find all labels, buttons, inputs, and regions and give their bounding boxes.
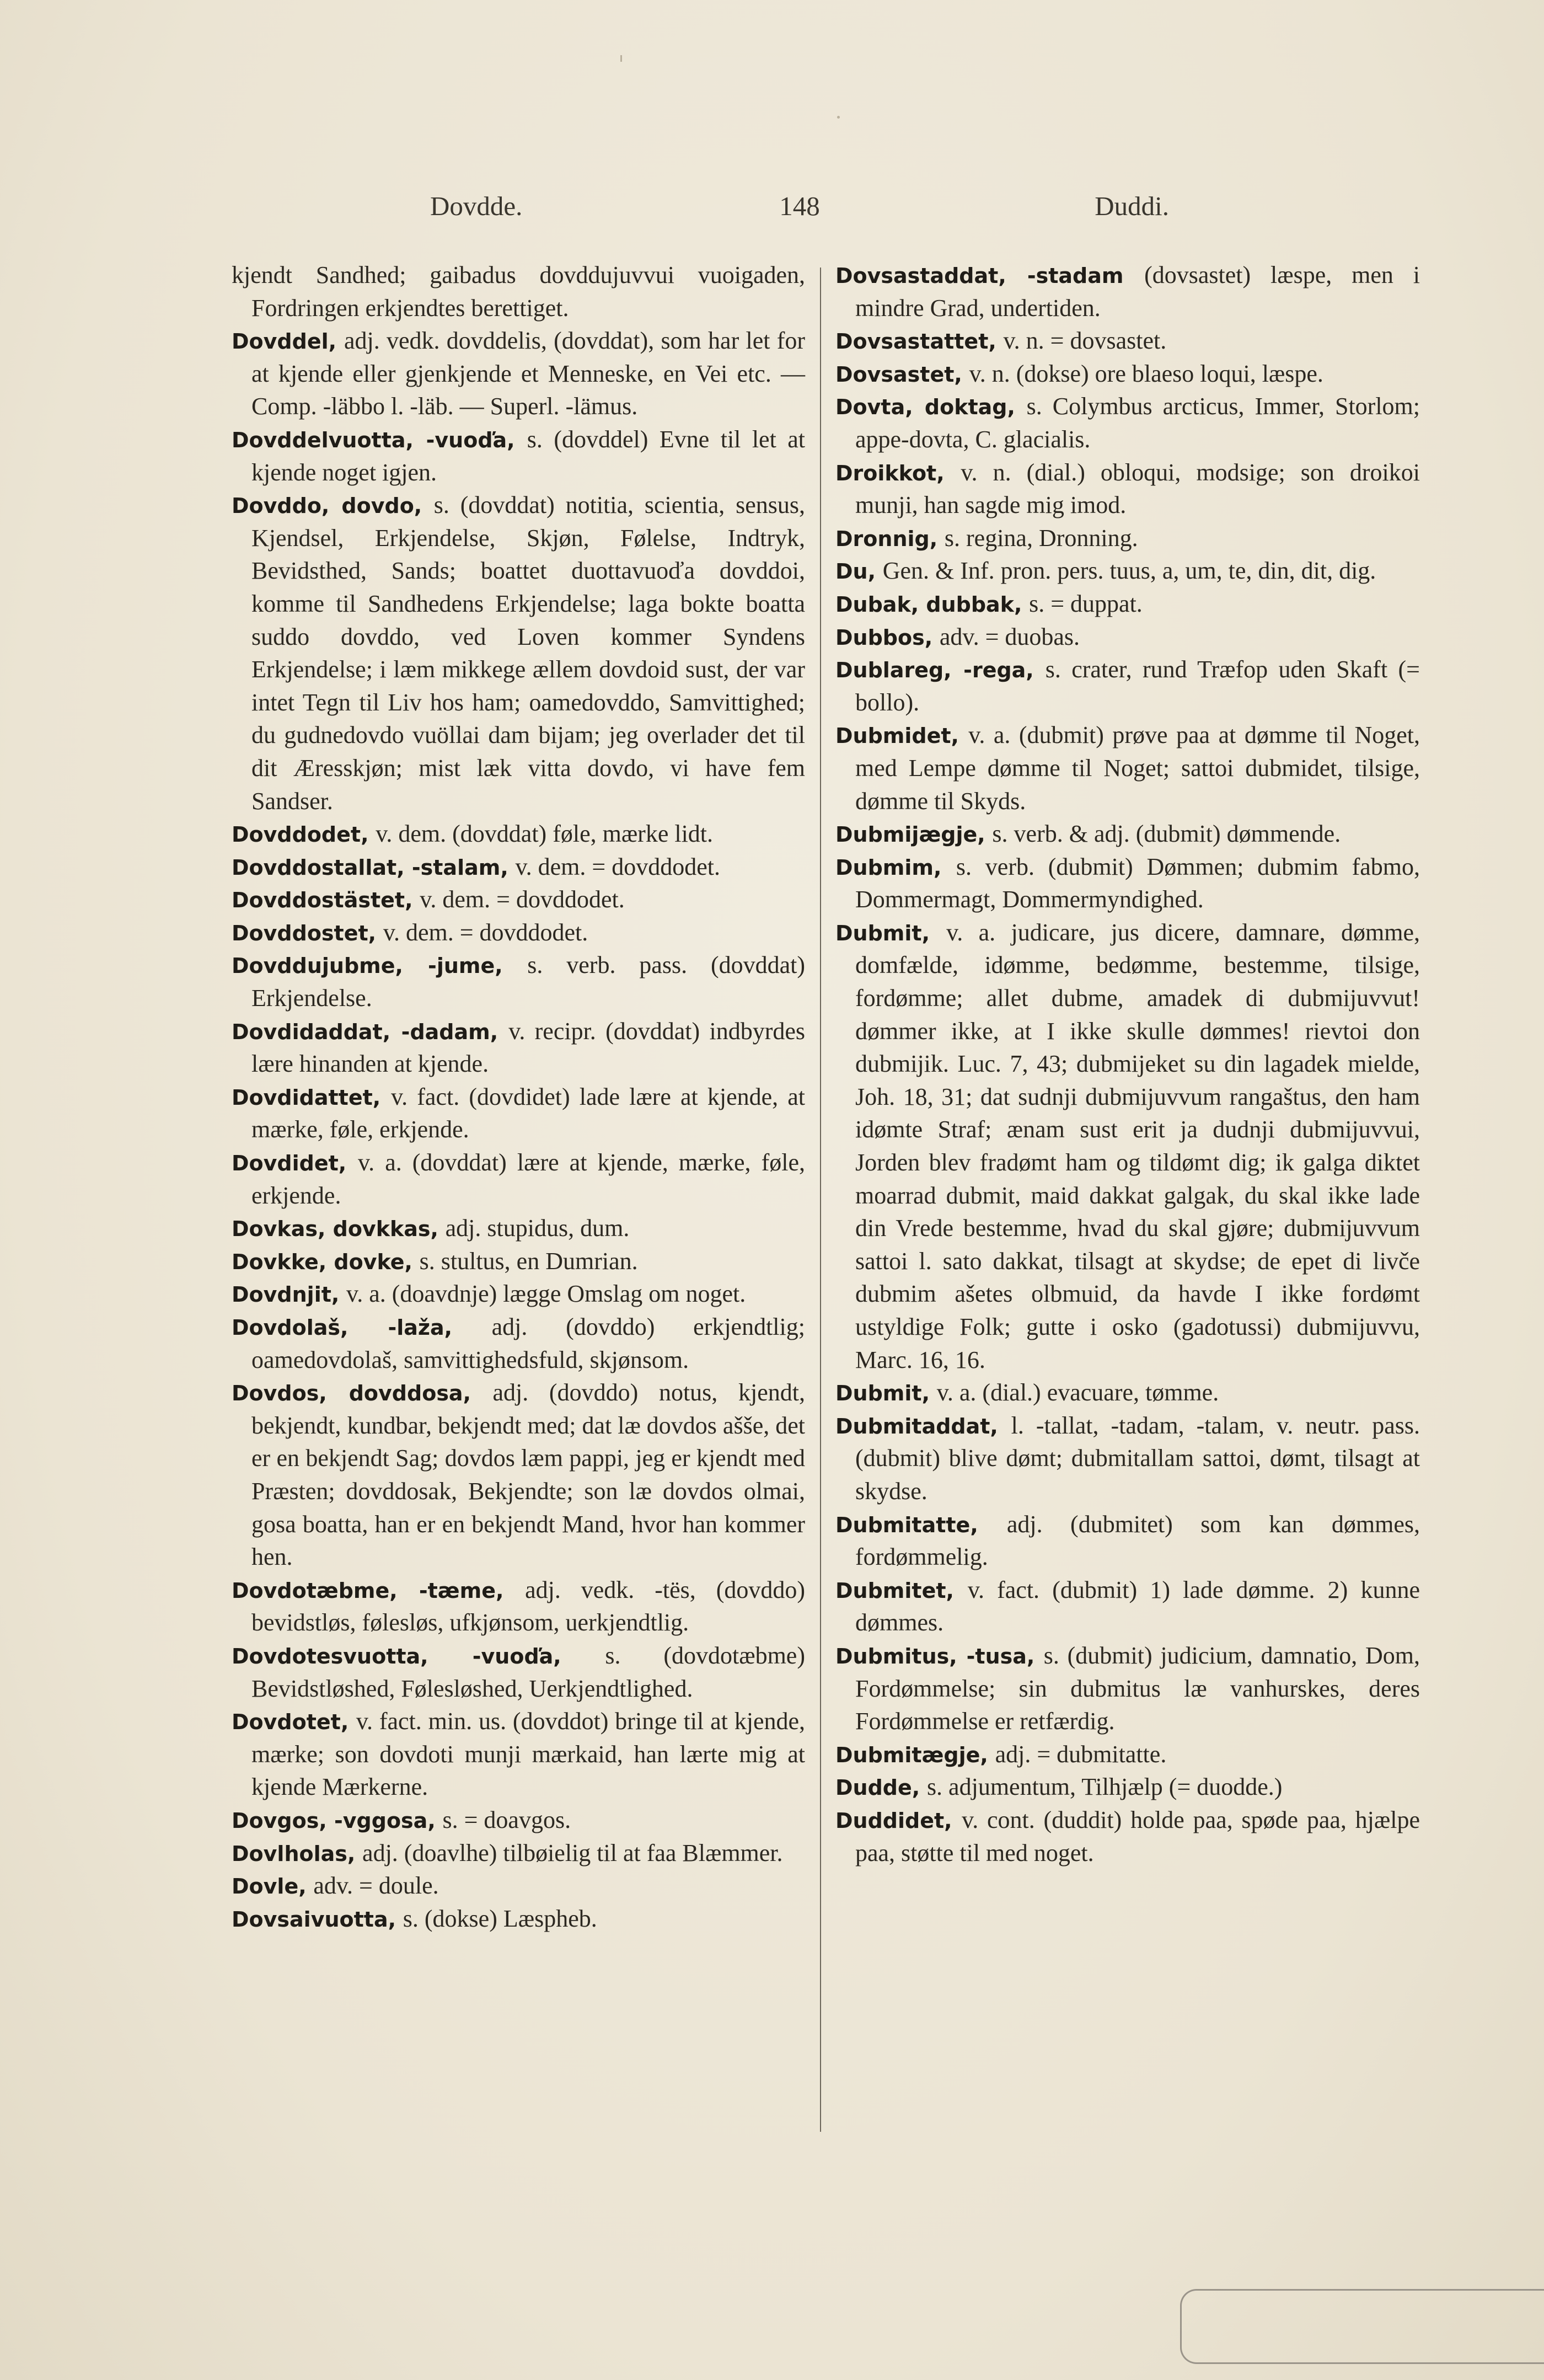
entry-headword: Dovdotæbme, -tæme,: [232, 1578, 504, 1603]
dictionary-entry: [835, 818, 1420, 851]
dictionary-entry: [232, 1837, 805, 1870]
dictionary-entry: [232, 1705, 805, 1804]
entry-definition: v. cont. (duddit) holde paa, spøde paa, hjælpe paa, støtte til med noget.: [855, 1806, 1420, 1866]
entry-definition: s. (dubmit) judicium, damnatio, Dom, Fordømmelse; sin dubmitus læ vanhurskes, deres Fordømmelse er retfærdig.: [855, 1641, 1420, 1735]
entry-definition: v. n. (dial.) obloqui, modsige; son droikoi munji, han sagde mig imod.: [855, 458, 1420, 519]
entry-headword: Dovddel,: [232, 329, 337, 354]
entry-headword: Droikkot,: [835, 461, 945, 485]
entry-definition: s. verb. pass. (dovddat) Erkjendelse.: [251, 951, 805, 1012]
left-column: [232, 259, 805, 1935]
entry-headword: Dovlholas,: [232, 1841, 356, 1866]
entry-headword: Du,: [835, 559, 876, 584]
entry-headword: Dubmitus, -tusa,: [835, 1644, 1035, 1668]
entry-headword: Duddidet,: [835, 1808, 952, 1833]
dictionary-entry: [232, 1212, 805, 1245]
dictionary-entry: [232, 1245, 805, 1279]
entry-definition: v. fact. min. us. (dovddot) bringe til at kjende, mærke; son dovdoti munji mærkaid, han lærte mig at kjende Mærkerne.: [251, 1708, 806, 1801]
entry-headword: Dovdnjit,: [232, 1282, 340, 1307]
entry-definition: s. (dokse) Læspheb.: [403, 1905, 597, 1932]
entry-definition: v. fact. (dovdidet) lade lære at kjende, at mærke, føle, erkjende.: [251, 1083, 805, 1143]
dictionary-entry: [835, 522, 1420, 555]
paper-speck: [837, 116, 840, 119]
dictionary-entry: [835, 588, 1420, 621]
entry-definition: adj. = dubmitatte.: [995, 1740, 1167, 1768]
entry-headword: Dubmitægje,: [835, 1742, 988, 1767]
entry-definition: s. (dovddel) Evne til let at kjende noget igjen.: [251, 425, 806, 486]
header-right-guide-word: Duddi.: [1095, 191, 1169, 221]
page-number: 148: [779, 191, 820, 221]
entry-headword: Dovdos, dovddosa,: [232, 1381, 471, 1406]
entry-definition: v. dem. = dovddodet.: [420, 886, 625, 913]
entry-definition: adv. = doule.: [313, 1872, 439, 1900]
dictionary-entry: [835, 325, 1420, 358]
right-column: [835, 259, 1420, 1870]
entry-definition: s. stultus, en Dumrian.: [419, 1247, 638, 1275]
dictionary-entry: [835, 1574, 1420, 1640]
dictionary-entry: [232, 884, 805, 917]
entry-headword: Dovsaivuotta,: [232, 1907, 396, 1932]
entry-headword: Dubmitaddat,: [835, 1414, 998, 1438]
entry-definition: v. fact. (dubmit) 1) lade dømme. 2) kunne dømmes.: [855, 1576, 1420, 1636]
entry-headword: Dubmit,: [835, 921, 930, 945]
entry-definition: s. = duppat.: [1029, 590, 1143, 617]
entry-definition: v. dem. = dovddodet.: [383, 918, 588, 946]
entry-definition: v. a. (dial.) evacuare, tømme.: [936, 1379, 1219, 1406]
entry-headword: Dovsastaddat, -stadam: [835, 264, 1124, 288]
entry-definition: Gen. & Inf. pron. pers. tuus, a, um, te, din, dit, dig.: [882, 557, 1376, 585]
dictionary-entry: [835, 1377, 1420, 1410]
entry-headword: Dovdidaddat, -dadam,: [232, 1019, 498, 1044]
dictionary-entry: [232, 1147, 805, 1212]
entry-definition: v. dem. (dovddat) føle, mærke lidt.: [376, 820, 714, 848]
entry-definition: adj. vedk. -tës, (dovddo) bevidstløs, følesløs, ufkjønsom, uerkjendtlig.: [251, 1576, 805, 1636]
entry-definition: v. a. (dovddat) lære at kjende, mærke, føle, erkjende.: [251, 1149, 805, 1209]
entry-definition: s. (dovdotæbme) Bevidstløshed, Følesløshed, Uerkjendtlighed.: [251, 1641, 805, 1702]
entry-definition: s. regina, Dronning.: [944, 524, 1138, 552]
entry-headword: Dovddostet,: [232, 921, 377, 945]
entry-definition: s. (dovddat) notitia, scientia, sensus, Kjendsel, Erkjendelse, Skjøn, Følelse, Indtryk, Bevidsthed, Sands; boattet duottavuoďa dovddoi, komme til Sandhedens Erkjendelse; laga bokte boatta suddo dovddo, ved Loven kommer Syndens Erkjendelse; i læm mikkege ællem dovdoid sust, der var intet Tegn til Liv hos ham; oamedovddo, Samvittighed; du gudnedovdo vuöllai dam bijam; jeg overlader det til dit Æresskjøn; mist læk vitta dovdo, vi have fem Sandser.: [251, 491, 805, 815]
entry-definition: s. adjumentum, Tilhjælp (= duodde.): [926, 1773, 1283, 1801]
dictionary-entry: [232, 1015, 805, 1081]
entry-definition: adj. (doavlhe) tilbøielig til at faa Blæmmer.: [362, 1839, 783, 1866]
entry-definition: (dovsastet) læspe, men i mindre Grad, undertiden.: [855, 261, 1420, 322]
running-header: [430, 190, 1169, 234]
entry-headword: Dovkas, dovkkas,: [232, 1217, 438, 1242]
entry-definition: v. a. judicare, jus dicere, damnare, dømme, domfælde, idømme, bedømme, bestemme, tilsige, fordømme; allet dubme, amadek di dubmijuvvut! dømmer ikke, at I ikke skulle dømmes! rievtoi don dubmijik. Luc. 7, 43; dubmijeket su din lagadek mielde, Joh. 18, 31; dat sudnji dubmijuvvum rangaštus, den ham idømte Straf; ænam sust erit ja dudnji dubmijuvvui, Jorden blev fradømt ham og tildømt dig; ik galga diktet moarrad dubmit, maid dakkat galgak, du skal ikke lade din Vrede bestemme, hvad du skal gjøre; dubmijuvvum sattoi l. sato dakkat, tilsagt at skydse; de epet di livče dubmim ašetes olbmuid, da havde I ikke fordømt ustyldige Folk; gutte i osko (gadotussi) dubmijuvvu, Marc. 16, 16.: [855, 918, 1420, 1373]
dictionary-entry: [835, 555, 1420, 588]
entry-headword: Dovddelvuotta, -vuoďa,: [232, 427, 515, 452]
dictionary-entry: [835, 1410, 1420, 1509]
entry-headword: Dovsastattet,: [835, 329, 996, 354]
entry-headword: Dovddostästet,: [232, 888, 413, 913]
dictionary-entry: [232, 1574, 805, 1640]
entry-headword: Dubbos,: [835, 625, 933, 650]
entry-definition: v. recipr. (dovddat) indbyrdes lære hinanden at kjende.: [251, 1017, 806, 1078]
dictionary-entry: [232, 1640, 805, 1705]
entry-headword: Dovdidattet,: [232, 1085, 381, 1110]
entry-definition: s. Colymbus arcticus, Immer, Storlom; appe-dovta, C. glacialis.: [855, 393, 1420, 453]
entry-headword: Dubmitet,: [835, 1578, 954, 1603]
entry-definition: adj. (dubmitet) som kan dømmes, fordømmelig.: [855, 1510, 1420, 1571]
dictionary-entry: [835, 457, 1420, 522]
entry-definition: v. n. = dovsastet.: [1003, 327, 1167, 355]
entry-headword: Dovkke, dovke,: [232, 1249, 412, 1274]
dictionary-entry: [835, 1509, 1420, 1574]
dictionary-entry: [232, 424, 805, 489]
entry-headword: Dublareg, -rega,: [835, 658, 1034, 683]
column-divider: [820, 268, 821, 2132]
entry-headword: Dovddujubme, -jume,: [232, 954, 503, 978]
entry-headword: Dovgos, -vggosa,: [232, 1808, 436, 1833]
dictionary-entry: [835, 1804, 1420, 1870]
entry-headword: Dovta, doktag,: [835, 395, 1015, 420]
page-corner-mark: [1180, 2289, 1544, 2364]
entry-definition: v. dem. = dovddodet.: [515, 853, 720, 880]
entry-headword: Dovdolaš, -laža,: [232, 1315, 453, 1340]
dictionary-entry: [232, 1081, 805, 1147]
entry-definition: v. a. (doavdnje) lægge Omslag om noget.: [346, 1280, 746, 1308]
dictionary-entry: [835, 719, 1420, 818]
entry-definition: l. -tallat, -tadam, -talam, v. neutr. pass. (dubmit) blive dømt; dubmitallam sattoi, dømt, tilsagt at skydse.: [855, 1411, 1420, 1505]
entry-definition: s. verb. & adj. (dubmit) dømmende.: [992, 820, 1341, 848]
entry-headword: Dronnig,: [835, 526, 938, 551]
entry-headword: Dovddo, dovdo,: [232, 494, 422, 518]
entry-definition: adj. vedk. dovddelis, (dovddat), som har let for at kjende eller gjenkjende et Menneske, en Vei etc. — Comp. -läbbo l. -läb. — Superl. -lämus.: [251, 327, 805, 420]
entry-headword: Dudde,: [835, 1775, 920, 1800]
entry-headword: Dovdidet,: [232, 1151, 347, 1176]
dictionary-entry: [835, 654, 1420, 719]
entry-headword: Dovdotesvuotta, -vuoďa,: [232, 1644, 561, 1668]
dictionary-entry: [835, 259, 1420, 325]
entry-headword: Dubak, dubbak,: [835, 592, 1022, 617]
entry-headword: Dovddostallat, -stalam,: [232, 855, 508, 880]
dictionary-entry: [835, 358, 1420, 391]
entry-definition: v. a. (dubmit) prøve paa at dømme til Noget, med Lempe dømme til Noget; sattoi dubmidet, tilsige, dømme til Skyds.: [855, 721, 1420, 815]
entry-definition: kjendt Sandhed; gaibadus dovddujuvvui vuoigaden, Fordringen erkjendtes berettiget.: [232, 261, 805, 322]
entry-definition: s. verb. (dubmit) Dømmen; dubmim fabmo, Dommermagt, Dommermyndighed.: [855, 853, 1420, 913]
dictionary-entry: [835, 391, 1420, 456]
dictionary-entry: [232, 818, 805, 851]
dictionary-entry: [835, 851, 1420, 917]
entry-definition: s. = doavgos.: [442, 1806, 571, 1833]
dictionary-entry: [232, 1377, 805, 1574]
entry-headword: Dovsastet,: [835, 362, 962, 387]
dictionary-entry: [835, 1771, 1420, 1804]
entry-headword: Dubmim,: [835, 855, 942, 880]
entry-headword: Dubmijægje,: [835, 822, 985, 847]
dictionary-entry: [232, 851, 805, 884]
entry-headword: Dubmitatte,: [835, 1512, 978, 1537]
dictionary-entry: [835, 1640, 1420, 1739]
dictionary-entry: [232, 1278, 805, 1311]
entry-headword: Dovle,: [232, 1874, 307, 1899]
entry-headword: Dovdotet,: [232, 1710, 349, 1735]
dictionary-entry: [835, 917, 1420, 1377]
dictionary-entry: [232, 1311, 805, 1377]
dictionary-entry: [232, 1903, 805, 1936]
dictionary-entry: [835, 1739, 1420, 1772]
paper-speck: [620, 55, 622, 62]
dictionary-entry: [232, 1804, 805, 1837]
dictionary-entry: [232, 489, 805, 818]
entry-definition: v. n. (dokse) ore blaeso loqui, læspe.: [969, 360, 1323, 387]
dictionary-entry: [232, 1870, 805, 1903]
entry-definition: adv. = duobas.: [939, 623, 1080, 650]
dictionary-entry: [232, 259, 805, 325]
entry-definition: s. crater, rund Træfop uden Skaft (= bollo).: [855, 656, 1420, 716]
header-left-guide-word: Dovdde.: [430, 191, 523, 221]
dictionary-entry: [232, 917, 805, 950]
entry-definition: adj. stupidus, dum.: [445, 1215, 630, 1242]
dictionary-entry: [232, 325, 805, 424]
entry-headword: Dovddodet,: [232, 822, 369, 847]
dictionary-entry: [232, 949, 805, 1015]
dictionary-entry: [835, 621, 1420, 654]
entry-definition: adj. (dovddo) erkjendtlig; oamedovdolaš, samvittighedsfuld, skjønsom.: [251, 1313, 805, 1373]
entry-headword: Dubmit,: [835, 1381, 930, 1406]
entry-definition: adj. (dovddo) notus, kjendt, bekjendt, kundbar, bekjendt med; dat læ dovdos ašše, det er en bekjendt Sag; dovdos læm pappi, jeg er kjendt med Præsten; dovddosak, Bekjendte; son læ dovdos olmai, gosa boatta, han er en bekjendt Mand, hvor han kommer hen.: [251, 1379, 805, 1571]
entry-headword: Dubmidet,: [835, 724, 959, 748]
